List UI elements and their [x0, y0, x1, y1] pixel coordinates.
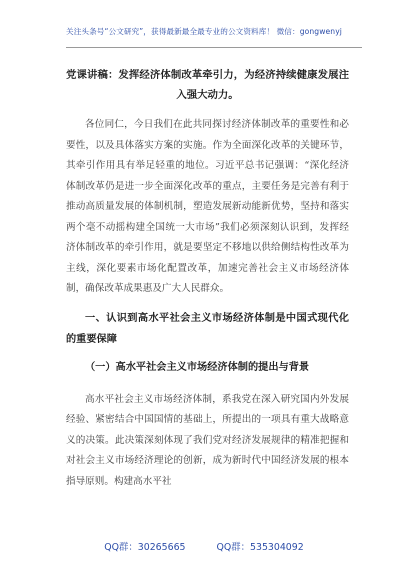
section-heading: 一、认识到高水平社会主义市场经济体制是中国式现代化的重要保障	[66, 312, 349, 345]
footer-qq-group-2: QQ群：535304092	[216, 542, 304, 553]
document-title: 党课讲稿：发挥经济体制改革牵引力，为经济持续健康发展注入强大动力。	[66, 69, 349, 101]
subsection-heading: （一）高水平社会主义市场经济体制的提出与背景	[85, 361, 310, 373]
intro-paragraph: 各位同仁，今日我们在此共同探讨经济体制改革的重要性和必要性，以及具体落实方案的实施。作为全面深化改革的关键环节，其牵引作用具有举足轻重的地位。习近平总书记强调：“深化经济体制改革仍是进一步全面深化改革的重点，主要任务是完善有利于推动高质量发展的体制机制，塑造发展新动能新优势，坚持和落实两个毫不动摇构建全国统一大市场”我们必须深刻认识到，发挥经济体制改革的牵引作用，就是要坚定不移地以供给侧结构性改革为主线，深化要素市场化配置改革，加速完善社会主义市场经济体制，确保改革成果惠及广大人民群众。	[66, 119, 349, 294]
header-banner: 关注头条号“公文研究”，获得最新最全最专业的公文资料库！ 微信：gongwenyj	[66, 27, 342, 36]
footer-qq-group-1: QQ群：30265665	[104, 542, 186, 553]
header-divider	[66, 47, 362, 48]
footer	[0, 539, 408, 553]
document-body	[66, 65, 349, 492]
body-paragraph: 高水平社会主义市场经济体制，系我党在深入研究国内外发展经验、紧密结合中国国情的基础上，所提出的一项具有重大战略意义的决策。此决策深刻体现了我们党对经济发展规律的精准把握和对社会主义市场经济理论的创新，成为新时代中国经济发展的根本指导原则。构建高水平社	[66, 393, 349, 487]
